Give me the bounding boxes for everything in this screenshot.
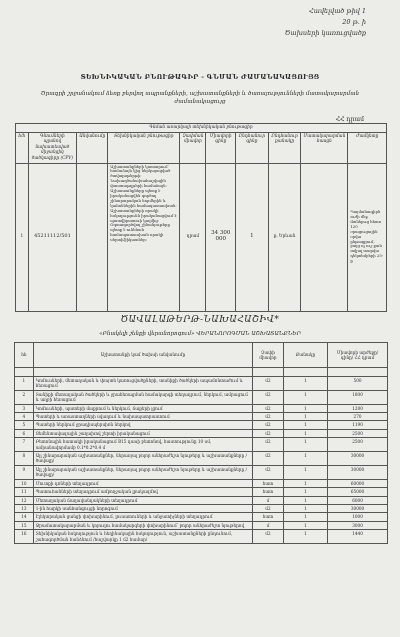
work-description: Այլ շինարարական աշխատանքներ, ներառյալ բոլոր անհրաժեշտ նյութերը և աշխատանքները /ծավալը/ [33,452,252,466]
delivery-deadline: Պայմանագիրն ուժի մեջ մտնելուց հետո 120 օրացուցային օրվա ընթացքում, բայց ոչ ուշ քան տվյալ տարվա դեկտեմբերի 25-ը [348,163,387,311]
unit: մ2 [253,438,284,452]
table-row [15,390,388,404]
row-number: 1 [15,377,34,391]
col-header: Ընդհանուր քանակը [268,132,301,163]
unit-price: 65000 [328,488,388,496]
quantity: 1 [283,390,327,404]
unit: մ2 [253,413,284,421]
date-line: 20 թ. ի [342,18,366,26]
col-header: Աշխատանքի կամ ծախսի անվանումը [33,343,252,368]
currency-note: ՀՀ դրամ [335,116,364,123]
section-subtitle: «Բնակելի շենքի վերանորոգում» ՎԵՐԱՆՈՐՈԳՄԱՆ ԱՇԽԱՏԱՆՔՆԵՐ [99,331,301,337]
unit: հատ [253,513,284,521]
sub-header-cell [253,368,284,377]
work-description: Պատերի և առաստաղների սվաղում և նախապատրաստում [33,413,252,421]
col-header: Ժամկետը [348,132,387,163]
table-row [15,452,388,466]
unit-price: 1200 [328,404,388,412]
row-number: 13 [15,504,34,512]
table-row [15,488,388,496]
quantity: 1 [283,504,327,512]
quantity: 1 [283,452,327,466]
row-number: 16 [15,530,34,544]
annex-label: Հավելված թիվ 1 [309,7,366,15]
row-number: 2 [15,390,34,404]
document-title: ՏԵԽՆԻԿԱԿԱՆ ԲՆՈՒԹԱԳԻՐ - ԳՆՄԱՆ ԺԱՄԱՆԱԿԱՑՈՒՅՑ [80,73,320,81]
row-number: 3 [15,404,34,412]
row-number: 4 [15,413,34,421]
quantity: 1 [283,465,327,479]
work-description: Այլ շինարարական աշխատանքներ, ներառյալ բոլոր անհրաժեշտ նյութերը և աշխատանքները /ծավալը/ [33,465,252,479]
unit: մ2 [253,390,284,404]
row-number: 15 [15,521,34,529]
doc-type-line: Ծախսերի կառուցվածք [284,29,366,37]
unit-price: 30000 [328,465,388,479]
sub-header-cell [15,368,34,377]
cpv-code: 45211112/501 [28,163,77,311]
sub-header-cell [328,368,388,377]
row-number: 1 [16,163,29,311]
work-description: Տեխնիկական հսկողություն և հեղինակային հսկողություն, աշխատանքների ընդունում, շահագործման հանձնում /հաշվարկը 1 մ2 համար/ [33,530,252,544]
table-row [15,429,388,437]
col-header: Չափման միավոր [180,132,206,163]
unit-price: 1190 [328,421,388,429]
table-row [15,504,388,512]
bill-of-quantities-table [14,342,388,544]
row-number: 5 [15,421,34,429]
sub-header-cell [33,368,252,377]
table-row [15,421,388,429]
row-number: 7 [15,438,34,452]
header-block [285,6,366,39]
work-description: Կոմուսների, մետաղական և փայտե կառուցվածքների, տանիքի ծածկերի ապամոնտաժում և հեռացում [33,377,252,391]
work-description: Մետաղական ճաղավանդակների տեղադրում [33,496,252,504]
work-description: Կոմուսների, պատերի մաքրում և ներկում, ճաքերի լցում [33,404,252,412]
table-row [15,465,388,479]
unit: մ2 [253,530,284,544]
col-header: Ընդհանուր գինը [236,132,269,163]
unit: մ2 [253,452,284,466]
work-description: Մուտքի դռների տեղադրում [33,479,252,487]
work-description: Էլեկտրական ցանցի փոխարինում, լուսատուների և անջատիչների տեղադրում [33,513,252,521]
item-name-cell [77,163,108,311]
unit: մ2 [253,504,284,512]
unit-price: 1000 [328,513,388,521]
unit-price: 34 300 000 [206,163,236,311]
unit-price: 3000 [328,521,388,529]
unit: մ2 [253,404,284,412]
table-row [15,513,388,521]
unit-price: 500 [328,377,388,391]
quantity: 1 [283,513,327,521]
quantity: 1 [283,377,327,391]
quantity: 1 [283,421,327,429]
table-row [15,496,388,504]
work-description: Պատուհանների տեղադրում ամբողջական լրակազմով [33,488,252,496]
col-header: Քանակը [283,343,327,368]
work-description: Տանիքի մետաղական ծածկերի և ջրահեռացման համակարգի տեղադրում, ներկում, ամրացում և աղբի հեռացում [33,390,252,404]
unit-price: 270 [328,413,388,421]
quantity: 1 [283,429,327,437]
quantity: 1 [283,521,327,529]
total-quantity: 1 [236,163,269,311]
document-subtitle: Ծրագրի շրջանակում ձեռք բերվող ապրանքների, աշխատանքների և ծառայությունների մատակարարման ժամանակացույց [40,91,360,105]
unit: մ2 [253,377,284,391]
unit: հատ [253,479,284,487]
col-header: Տեխնիկական բնութագիր [108,132,180,163]
row-number: 10 [15,479,34,487]
spec-group-header: Գնման առարկայի տեխնիկական բնութագիր [16,124,387,133]
col-header: Չափի միավոր [253,343,284,368]
unit: մ [253,521,284,529]
quantity: 1 [283,479,327,487]
table-row [15,438,388,452]
unit-price: 1440 [328,530,388,544]
section-title: ԾԱՎԱԼԱԹԵՐԹ-ՆԱԽԱՀԱՇԻՎ* [120,315,280,325]
spec-table [15,123,387,312]
table-row [15,377,388,391]
unit-price: 2500 [328,429,388,437]
row-number: 14 [15,513,34,521]
quantity: 1 [283,488,327,496]
table-row [15,530,388,544]
col-header: Գնումների պլանով նախատեսված միջանցիկ ծածկագիրը (CPV) [28,132,77,163]
work-description: Ջրամատակարարման և կոյուղու համակարգերի փոխարինում՝ բոլոր անհրաժեշտ նյութերով [33,521,252,529]
table-row [15,413,388,421]
col-header: Անվանումը [77,132,108,163]
unit: մ2 [253,429,284,437]
technical-spec: Աշխատանքների կատարում՝ համաձայն կից ներկայացված ծավալաթերթի: Նախագծանախահաշվային փաստաթղթերի համաձայն: Աշխատանքները պետք է իրականացվեն գործող շինարարական նորմերին և կանոններին համապատասխան: Աշխատանքների որակի հսկողությունն իրականացվում է պատվիրատուի կողմից: Օգտագործվող շինանյութերը պետք է ունենան համապատասխան որակի սերտիֆիկատներ: [108,163,180,311]
col-header: Միավորի գինը [206,132,236,163]
table-row [15,521,388,529]
unit: մ [253,496,284,504]
col-header: հ/հ [16,132,29,163]
empty-cell [301,163,348,311]
unit: մ2 [253,465,284,479]
unit-price: 60000 [328,479,388,487]
quantity: 1 [283,404,327,412]
unit-price: 1800 [328,390,388,404]
row-number: 8 [15,452,34,466]
row-number: 12 [15,496,34,504]
work-description: Պատերի ներկում ջրադիսպերսիոն ներկով [33,421,252,429]
col-header: Միավորի արժեքը/ գինը/ ՀՀ դրամ [328,343,388,368]
table-row [15,404,388,412]
delivery-address: ք. Երևան [268,163,301,311]
col-header: հհ [15,343,34,368]
work-description: Ցեմենտավազային շաղախով շերտի իրականացում [33,429,252,437]
quantity: 1 [283,496,327,504]
work-description: 1-ին հարկի սանհանգույցի նորոգում [33,504,252,512]
unit: հատ [253,488,284,496]
sub-header-cell [283,368,327,377]
table-row [15,479,388,487]
row-number: 9 [15,465,34,479]
unit: մ2 [253,421,284,429]
work-description: Բետոնային հատակի իրականացում B15 դասի բետոնով, հաստությունը 10 սմ, ամրանավորմամբ 0.1*0.2*0.4 մ [33,438,252,452]
unit-price: 6000 [328,496,388,504]
col-header: Մատակարարման հասցե [301,132,348,163]
quantity: 1 [283,413,327,421]
unit-price: 30000 [328,452,388,466]
unit: դրամ [180,163,206,311]
row-number: 11 [15,488,34,496]
quantity: 1 [283,530,327,544]
quantity: 1 [283,438,327,452]
unit-price: 2500 [328,438,388,452]
unit-price: 30000 [328,504,388,512]
row-number: 6 [15,429,34,437]
